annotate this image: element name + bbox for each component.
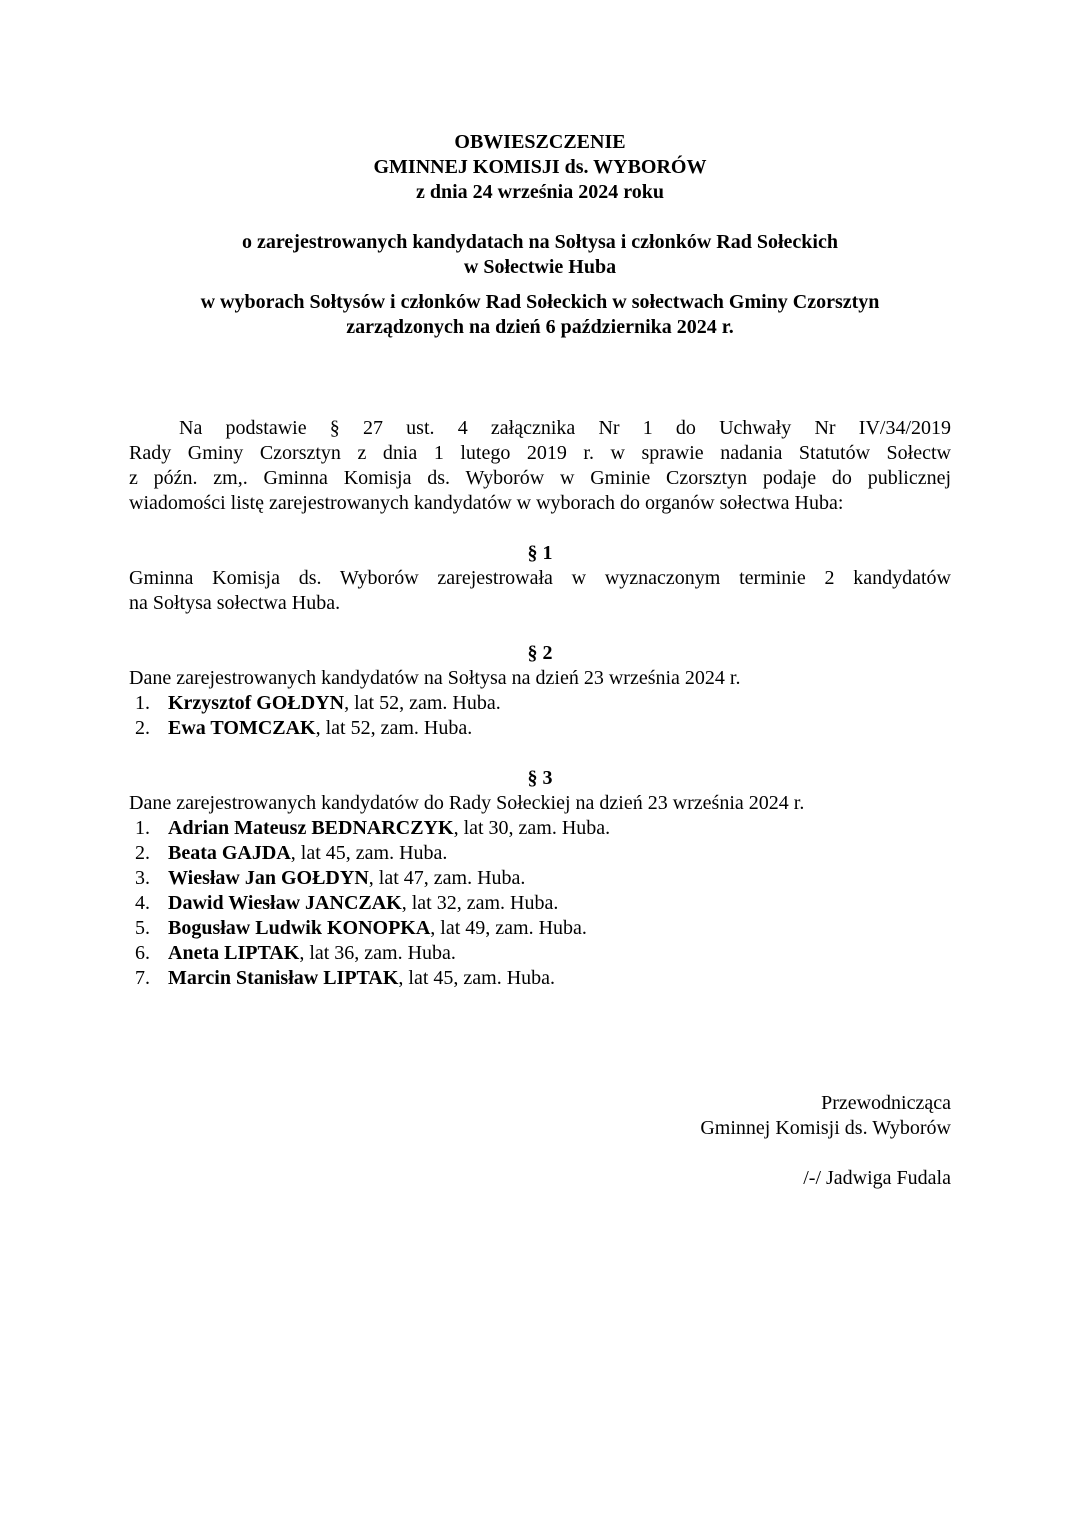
candidate-name: Krzysztof GOŁDYN bbox=[168, 692, 345, 714]
candidate-name: Beata GAJDA bbox=[168, 842, 291, 864]
soltys-candidates-list bbox=[129, 691, 951, 741]
list-item-number: 5. bbox=[135, 917, 150, 939]
intro-paragraph bbox=[129, 416, 951, 516]
header-issuer: GMINNEJ KOMISJI ds. WYBORÓW bbox=[373, 156, 707, 178]
candidate-name: Wiesław Jan GOŁDYN bbox=[168, 867, 369, 889]
section-1-line: na Sołtysa sołectwa Huba. bbox=[129, 592, 341, 614]
candidate-details: , lat 52, zam. Huba. bbox=[344, 692, 501, 714]
section-3-intro-line: Dane zarejestrowanych kandydatów do Rady Sołeckiej na dzień 23 września 2024 r. bbox=[129, 792, 805, 814]
intro-line: wiadomości listę zarejestrowanych kandydatów w wyborach do organów sołectwa Huba: bbox=[129, 492, 844, 514]
list-item bbox=[129, 816, 951, 841]
document-page bbox=[129, 0, 951, 1527]
document-header bbox=[129, 130, 951, 205]
candidate-name: Dawid Wiesław JANCZAK bbox=[168, 892, 402, 914]
list-item-number: 6. bbox=[135, 942, 150, 964]
document-context bbox=[129, 290, 951, 340]
candidate-name: Ewa TOMCZAK bbox=[168, 717, 316, 739]
section-2-intro-line: Dane zarejestrowanych kandydatów na Sołtysa na dzień 23 września 2024 r. bbox=[129, 667, 741, 689]
intro-line: Rady Gminy Czorsztyn z dnia 1 lutego 2019 r. w sprawie nadania Statutów Sołectw bbox=[129, 442, 951, 464]
list-item-number: 3. bbox=[135, 867, 150, 889]
header-title: OBWIESZCZENIE bbox=[454, 131, 626, 153]
section-1-paragraph bbox=[129, 566, 951, 616]
list-item bbox=[129, 966, 951, 991]
list-item-number: 2. bbox=[135, 842, 150, 864]
intro-line: Na podstawie § 27 ust. 4 załącznika Nr 1 do Uchwały Nr IV/34/2019 bbox=[179, 417, 951, 439]
list-item-number: 1. bbox=[135, 692, 150, 714]
candidate-details: , lat 47, zam. Huba. bbox=[368, 867, 526, 889]
section-3-intro bbox=[129, 791, 951, 816]
signature-title: Przewodnicząca bbox=[821, 1092, 951, 1114]
signature-name: /-/ Jadwiga Fudala bbox=[803, 1167, 951, 1189]
subject-line-1: o zarejestrowanych kandydatach na Sołtysa i członków Rad Sołeckich bbox=[242, 231, 838, 253]
candidate-details: , lat 49, zam. Huba. bbox=[430, 917, 587, 939]
section-2-intro bbox=[129, 666, 951, 691]
section-1-line: Gminna Komisja ds. Wyborów zarejestrowała w wyznaczonym terminie 2 kandydatów bbox=[129, 567, 951, 589]
list-item bbox=[129, 716, 951, 741]
list-item bbox=[129, 916, 951, 941]
candidate-details: , lat 45, zam. Huba. bbox=[398, 967, 556, 989]
list-item-number: 2. bbox=[135, 717, 150, 739]
candidate-name: Bogusław Ludwik KONOPKA bbox=[168, 917, 431, 939]
context-line-2: zarządzonych na dzień 6 października 2024 r. bbox=[346, 316, 734, 338]
subject-line-2: w Sołectwie Huba bbox=[463, 256, 617, 278]
list-item-number: 7. bbox=[135, 967, 150, 989]
section-3-heading: § 3 bbox=[527, 767, 553, 789]
section-2-heading: § 2 bbox=[527, 642, 553, 664]
section-1-heading: § 1 bbox=[527, 542, 553, 564]
signature-body: Gminnej Komisji ds. Wyborów bbox=[700, 1117, 951, 1139]
candidate-name: Adrian Mateusz BEDNARCZYK bbox=[168, 817, 454, 839]
signature-block bbox=[551, 1091, 951, 1191]
candidate-details: , lat 45, zam. Huba. bbox=[290, 842, 448, 864]
list-item-number: 1. bbox=[135, 817, 150, 839]
intro-line: z późn. zm,. Gminna Komisja ds. Wyborów w Gminie Czorsztyn podaje do publicznej bbox=[129, 467, 951, 489]
list-item bbox=[129, 866, 951, 891]
list-item bbox=[129, 891, 951, 916]
council-candidates-list bbox=[129, 816, 951, 991]
list-item bbox=[129, 941, 951, 966]
candidate-details: , lat 32, zam. Huba. bbox=[401, 892, 559, 914]
header-date: z dnia 24 września 2024 roku bbox=[416, 181, 664, 203]
list-item bbox=[129, 841, 951, 866]
context-line-1: w wyborach Sołtysów i członków Rad Sołeckich w sołectwach Gminy Czorsztyn bbox=[200, 291, 880, 313]
candidate-name: Aneta LIPTAK bbox=[168, 942, 300, 964]
candidate-name: Marcin Stanisław LIPTAK bbox=[168, 967, 399, 989]
list-item-number: 4. bbox=[135, 892, 150, 914]
list-item bbox=[129, 691, 951, 716]
candidate-details: , lat 30, zam. Huba. bbox=[453, 817, 611, 839]
candidate-details: , lat 36, zam. Huba. bbox=[299, 942, 456, 964]
candidate-details: , lat 52, zam. Huba. bbox=[315, 717, 473, 739]
document-subject bbox=[129, 230, 951, 280]
